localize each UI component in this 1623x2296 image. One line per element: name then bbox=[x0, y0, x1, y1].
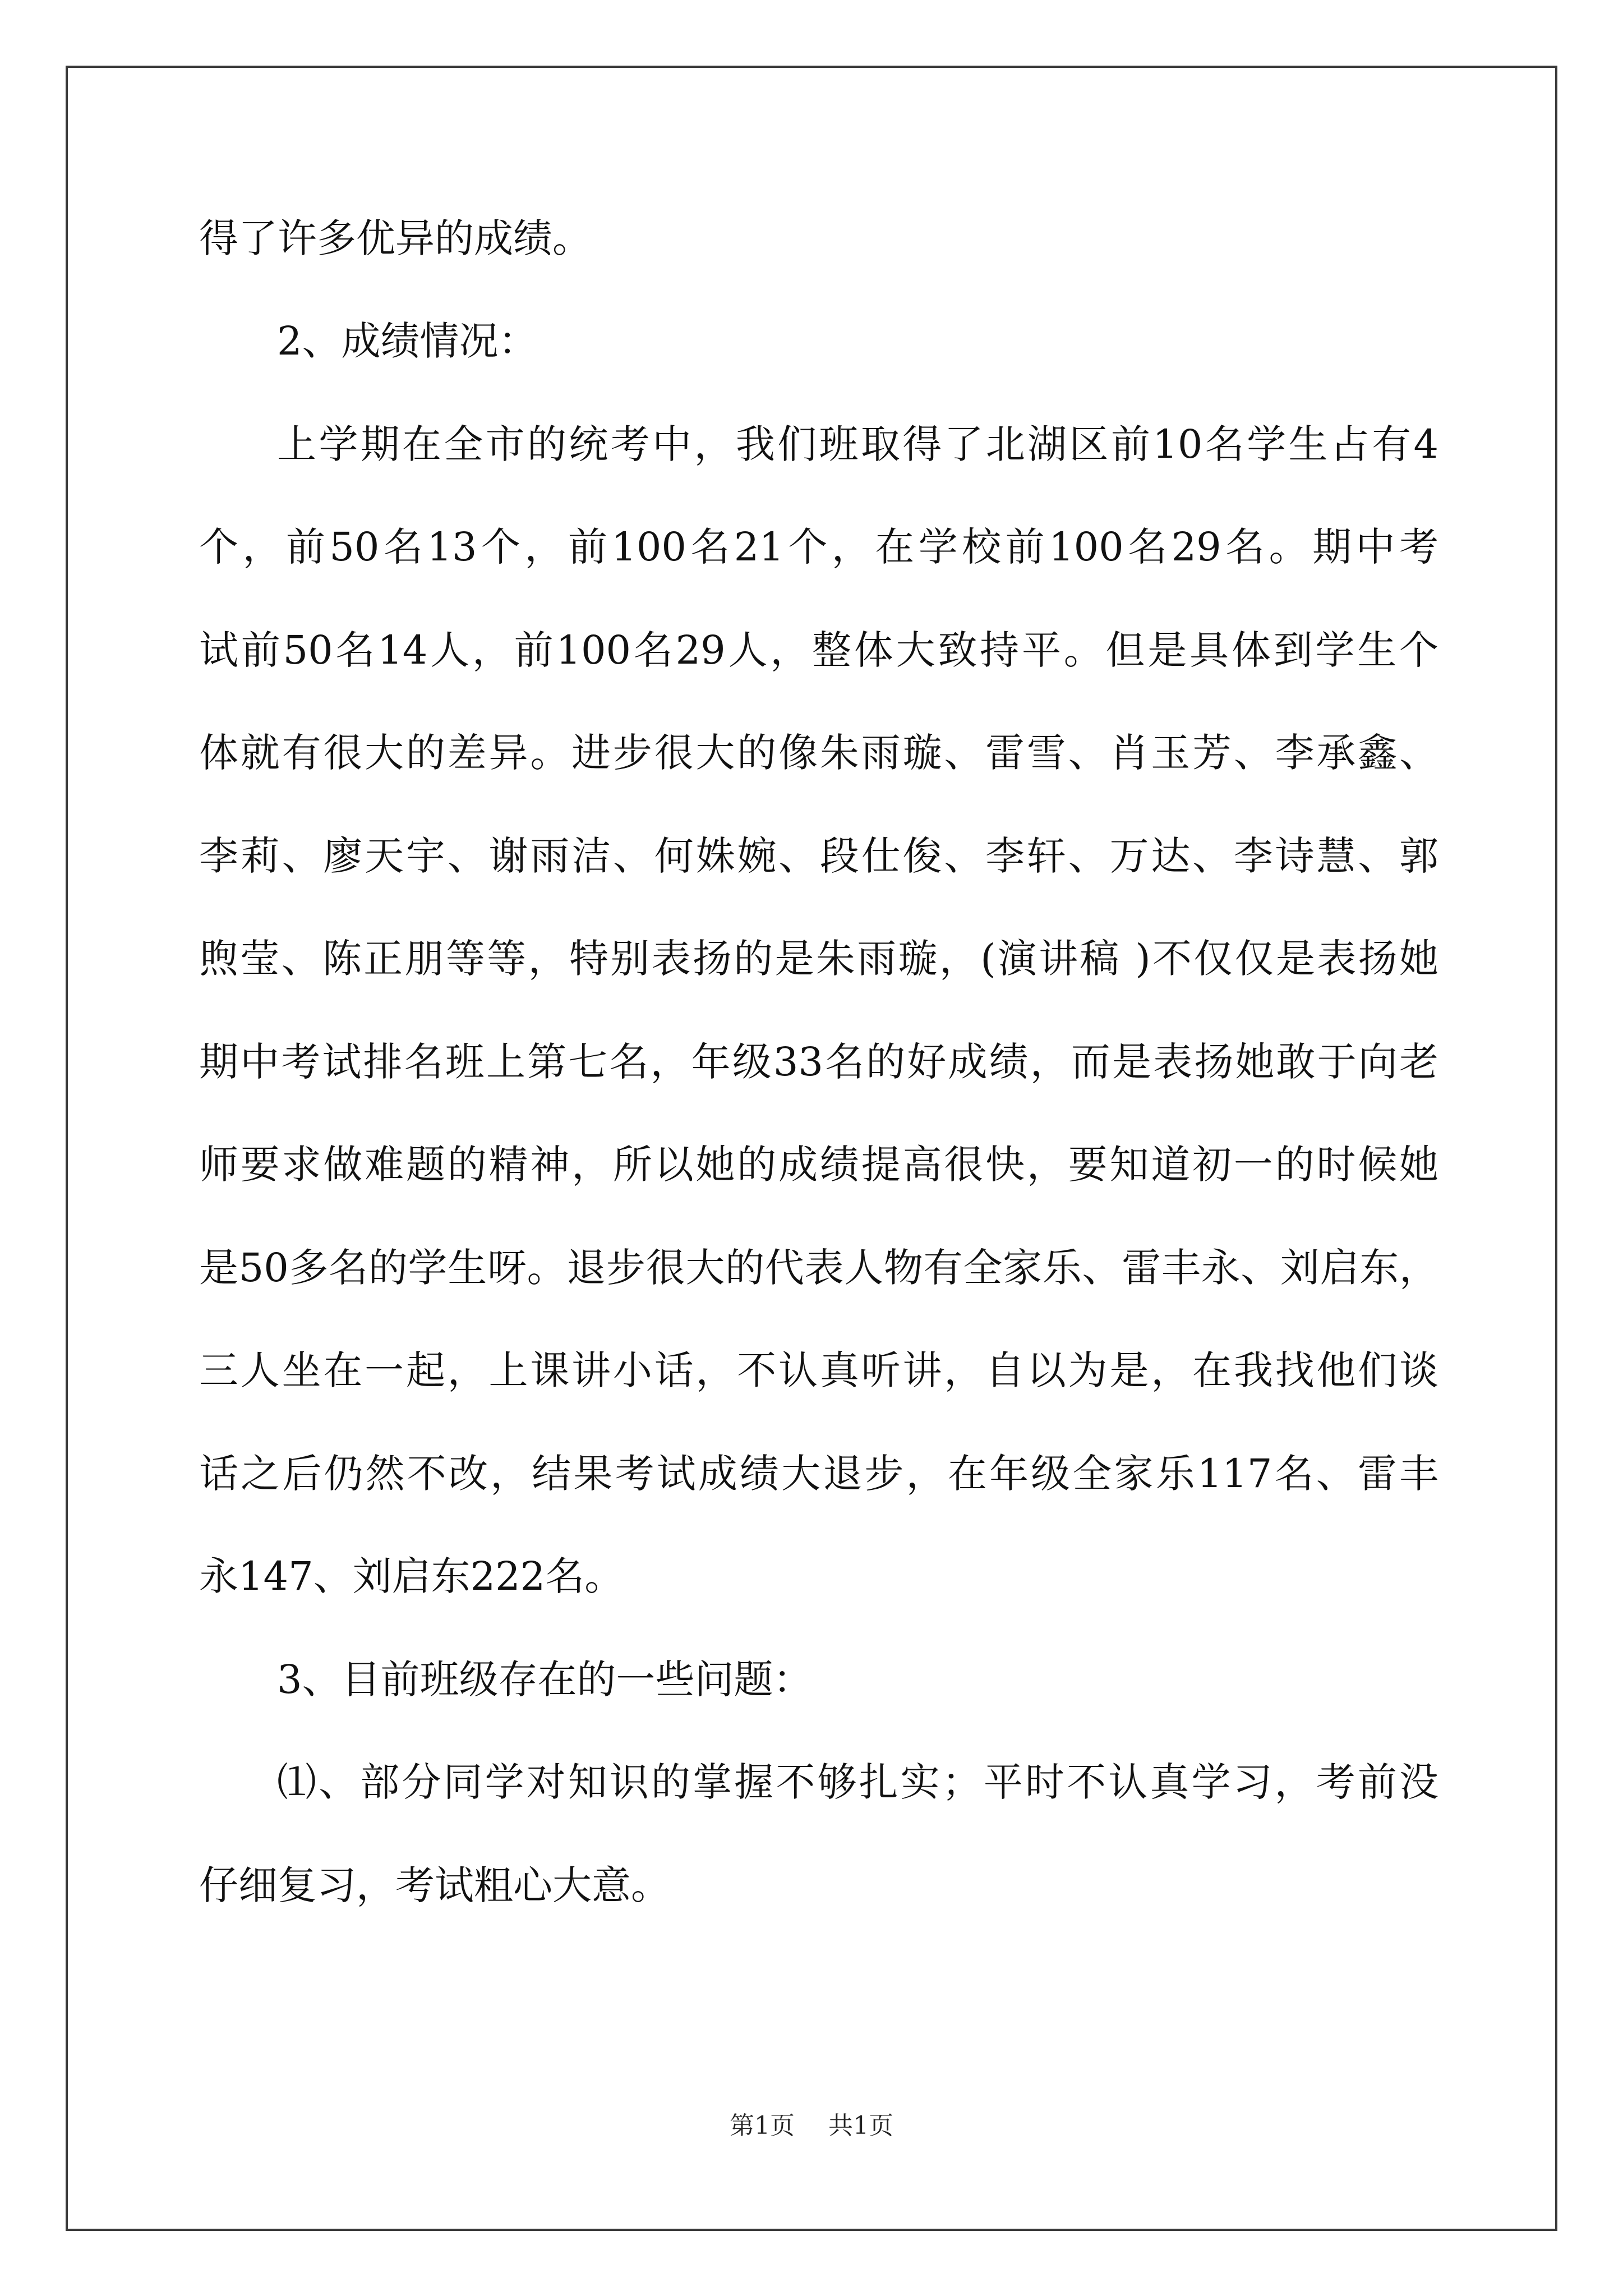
text-line: 话之后仍然不改，结果考试成绩大退步，在年级全家乐117名、雷丰 bbox=[199, 1451, 1438, 1497]
text-line: 三人坐在一起，上课讲小话，不认真听讲，自以为是，在我找他们谈 bbox=[199, 1347, 1438, 1393]
text-line: 师要求做难题的精神，所以她的成绩提高很快，要知道初一的时候她 bbox=[199, 1142, 1438, 1188]
text-line: ⑴、部分同学对知识的掌握不够扎实；平时不认真学习，考前没 bbox=[277, 1759, 1438, 1805]
page-total: 共1页 bbox=[828, 2111, 893, 2140]
text-line: 是50多名的学生呀。退步很大的代表人物有全家乐、雷丰永、刘启东， bbox=[199, 1245, 1438, 1291]
text-line: 仔细复习，考试粗心大意。 bbox=[199, 1862, 670, 1908]
text-line: 个，前50名13个，前100名21个，在学校前100名29名。期中考 bbox=[199, 524, 1438, 570]
page-footer bbox=[0, 2109, 1623, 2143]
text-line: 煦莹、陈正朋等等，特别表扬的是朱雨璇，(演讲稿 )不仅仅是表扬她 bbox=[199, 936, 1438, 982]
text-line: 体就有很大的差异。进步很大的像朱雨璇、雷雪、肖玉芳、李承鑫、 bbox=[199, 730, 1438, 776]
text-line: 永147、刘启东222名。 bbox=[199, 1553, 624, 1599]
section-heading: 2、成绩情况： bbox=[277, 318, 538, 364]
text-line: 李莉、廖天宇、谢雨洁、何姝婉、段仕俊、李轩、万达、李诗慧、郭 bbox=[199, 833, 1438, 879]
text-line: 得了许多优异的成绩。 bbox=[199, 215, 592, 261]
section-heading: 3、目前班级存在的一些问题： bbox=[277, 1657, 813, 1703]
page-number: 第1页 bbox=[730, 2111, 795, 2140]
text-line: 上学期在全市的统考中，我们班取得了北湖区前10名学生占有4 bbox=[277, 421, 1438, 467]
text-line: 期中考试排名班上第七名，年级33名的好成绩，而是表扬她敢于向老 bbox=[199, 1039, 1438, 1085]
text-line: 试前50名14人，前100名29人，整体大致持平。但是具体到学生个 bbox=[199, 627, 1438, 673]
